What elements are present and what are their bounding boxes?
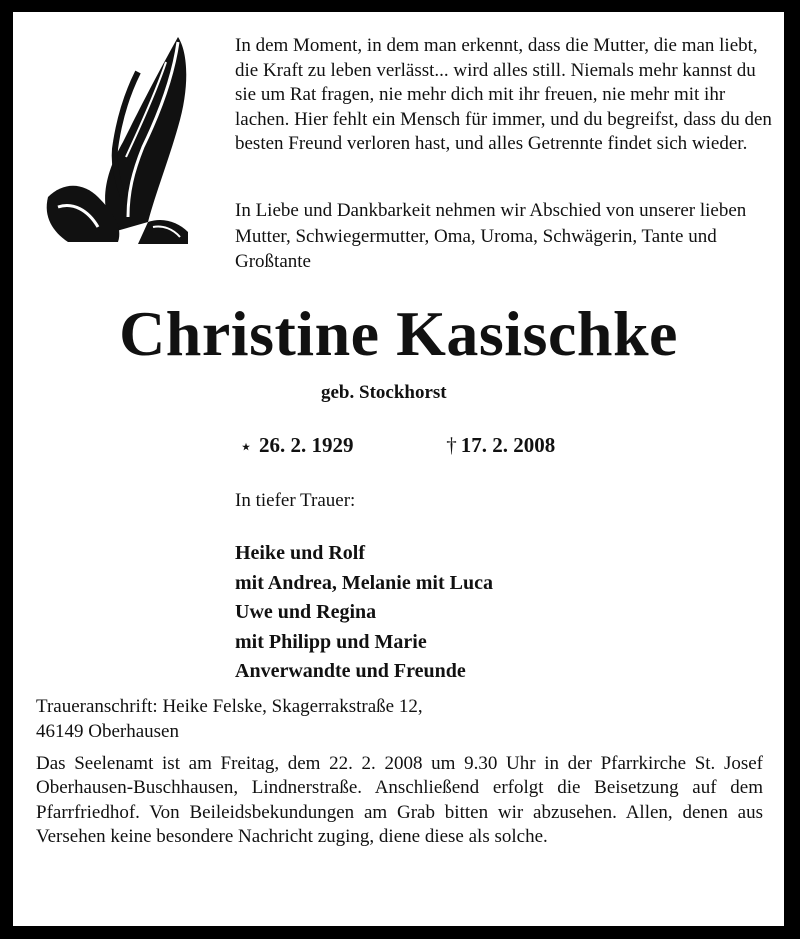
cross-icon: † — [446, 433, 457, 457]
life-dates — [241, 433, 555, 458]
praying-hands-icon — [28, 32, 203, 247]
deceased-name: Christine Kasischke — [119, 298, 678, 369]
service-notice: Das Seelenamt ist am Freitag, dem 22. 2. 2008 um 9.30 Uhr in der Pfarrkirche St. Josef Oberhausen-Buschhausen, Lindnerstraße. Anschließend erfolgt die Beisetzung auf dem Pfarrfriedhof. Von Beileidsbekundungen am Grab bitten wir abzusehen. Allen, denen aus Versehen keine besondere Nachricht zuging, diene diese als solche. — [36, 753, 763, 848]
mourner-line: mit Philipp und Marie — [235, 630, 427, 653]
maiden-name: geb. Stockhorst — [321, 382, 447, 403]
mourner-line: Anverwandte und Freunde — [235, 660, 466, 682]
obituary-card — [13, 12, 784, 926]
mourning-address: Traueranschrift: Heike Felske, Skagerrakstraße 12, 46149 Oberhausen — [36, 696, 423, 742]
mourner-line: Uwe und Regina — [235, 601, 377, 623]
mourners-list — [235, 539, 493, 687]
birth-date: ⋆ 26. 2. 1929 — [241, 433, 354, 457]
mourner-line: Heike und Rolf — [235, 542, 366, 564]
star-icon: ⋆ — [241, 439, 252, 457]
intro-text: In Liebe und Dankbarkeit nehmen wir Abschied von unserer lieben Mutter, Schwiegermutter, Oma, Uroma, Schwägerin, Tante und Großtante — [235, 200, 747, 272]
death-date: † 17. 2. 2008 — [446, 433, 556, 457]
mourners-heading: In tiefer Trauer: — [235, 490, 356, 511]
mourner-line: mit Andrea, Melanie mit Luca — [235, 571, 493, 594]
poem-text: In dem Moment, in dem man erkennt, dass die Mutter, die man liebt, die Kraft zu leben verlässt... wird alles still. Niemals mehr kannst du sie um Rat fragen, nie mehr dich mit ihr freuen, nie mehr mit ihr lachen. Hier fehlt ein Mensch für immer, und du begreifst, dass du den besten Freund verloren hast, und alles Getrennte findet sich wieder. — [235, 35, 772, 155]
